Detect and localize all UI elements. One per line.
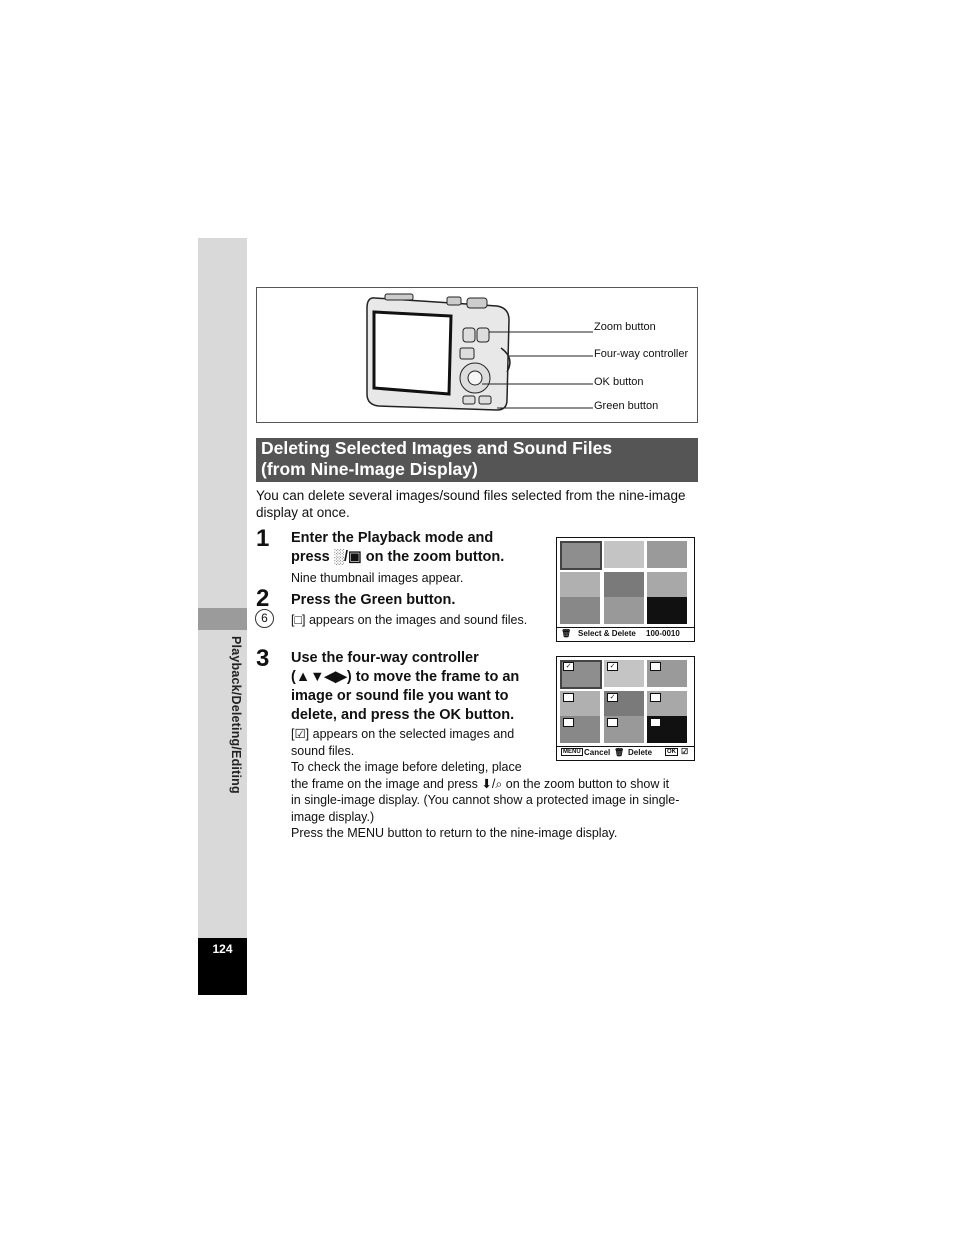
section-intro: You can delete several images/sound files selected from the nine-image display at once. (256, 488, 686, 520)
section-title (261, 438, 691, 480)
step-3-heading-line1: Use the four-way controller (291, 650, 479, 666)
camera-figure (256, 287, 698, 423)
step-3-heading (291, 649, 519, 725)
step-3-text-line7: Press the MENU button to return to the nine-image display. (291, 826, 618, 840)
checkbox-icon (650, 718, 661, 727)
step-3-heading-line4: delete, and press the OK button. (291, 707, 515, 723)
step-1-heading-line2: press ░/▣ on the zoom button. (291, 549, 505, 565)
step-2-heading: Press the Green button. (291, 592, 456, 608)
screen-divider (557, 627, 694, 628)
sound-file-thumbnail (647, 597, 687, 624)
step-1-heading-line1: Enter the Playback mode and (291, 530, 494, 546)
thumbnail (647, 541, 687, 568)
trash-icon: 🗑 (561, 629, 572, 638)
thumbnail (560, 597, 600, 624)
chapter-number: 6 (255, 609, 274, 628)
chapter-title: Playback/Deleting/Editing (229, 636, 243, 794)
checkbox-icon (607, 718, 618, 727)
section-title-line1: Deleting Selected Images and Sound Files (261, 438, 613, 458)
callout-ok-button: OK button (594, 376, 644, 388)
callout-green-button: Green button (594, 400, 659, 412)
checkbox-icon (563, 718, 574, 727)
checkbox-icon (650, 662, 661, 671)
checked-checkbox-icon: ✓ (563, 662, 574, 671)
page-number: 124 (212, 942, 233, 956)
thumbnail (560, 541, 602, 570)
screen-delete: Delete (628, 748, 653, 757)
step-1-heading (291, 529, 504, 567)
chapter-side-tab (198, 238, 247, 938)
step-2-number: 2 (256, 585, 270, 612)
checkbox-icon (563, 693, 574, 702)
section-title-line2: (from Nine-Image Display) (261, 459, 478, 479)
step-3-text-line4: the frame on the image and press ⬇/⌕ on the zoom button to show it (291, 776, 670, 791)
chapter-badge (198, 608, 247, 630)
thumbnail (560, 572, 600, 599)
step-3-number: 3 (256, 645, 270, 672)
screen-divider (557, 746, 694, 747)
step-3-text-line2: sound files. (291, 743, 355, 758)
check-icon: ☑ (681, 747, 689, 756)
callout-zoom-button: Zoom button (594, 321, 656, 333)
checked-checkbox-icon: ✓ (607, 693, 618, 702)
step-3-text-line3: To check the image before deleting, place (291, 760, 522, 774)
menu-key: MENU (563, 749, 581, 755)
trash-icon: 🗑 (614, 748, 625, 757)
screen-cancel: Cancel (584, 748, 611, 757)
checked-checkbox-icon: ✓ (607, 662, 618, 671)
step-1-number: 1 (256, 525, 270, 552)
thumbnail (604, 541, 644, 568)
checkbox-icon (650, 693, 661, 702)
selection-screen (556, 656, 695, 761)
step-3-text-line5: in single-image display. (You cannot show a protected image in single- (291, 793, 680, 807)
step-3-heading-line2: (▲▼◀▶) to move the frame to an (291, 669, 520, 685)
step-2-text: [□] appears on the images and sound files. (291, 613, 528, 627)
callout-four-way-controller: Four-way controller (594, 348, 689, 360)
step-3-text-line6: image display.) (291, 809, 375, 824)
nine-image-screen (556, 537, 695, 642)
step-1-text: Nine thumbnail images appear. (291, 571, 464, 585)
step-3-heading-line3: image or sound file you want to (291, 688, 509, 704)
sound-file-thumbnail (604, 597, 644, 624)
screen-file-number: 100-0010 (646, 629, 680, 638)
thumbnail (604, 572, 644, 599)
thumbnail (647, 572, 687, 599)
ok-key: OK (667, 749, 676, 755)
step-3-text-line1: [☑] appears on the selected images and (291, 727, 515, 741)
screen-select-delete: Select & Delete (578, 629, 636, 638)
